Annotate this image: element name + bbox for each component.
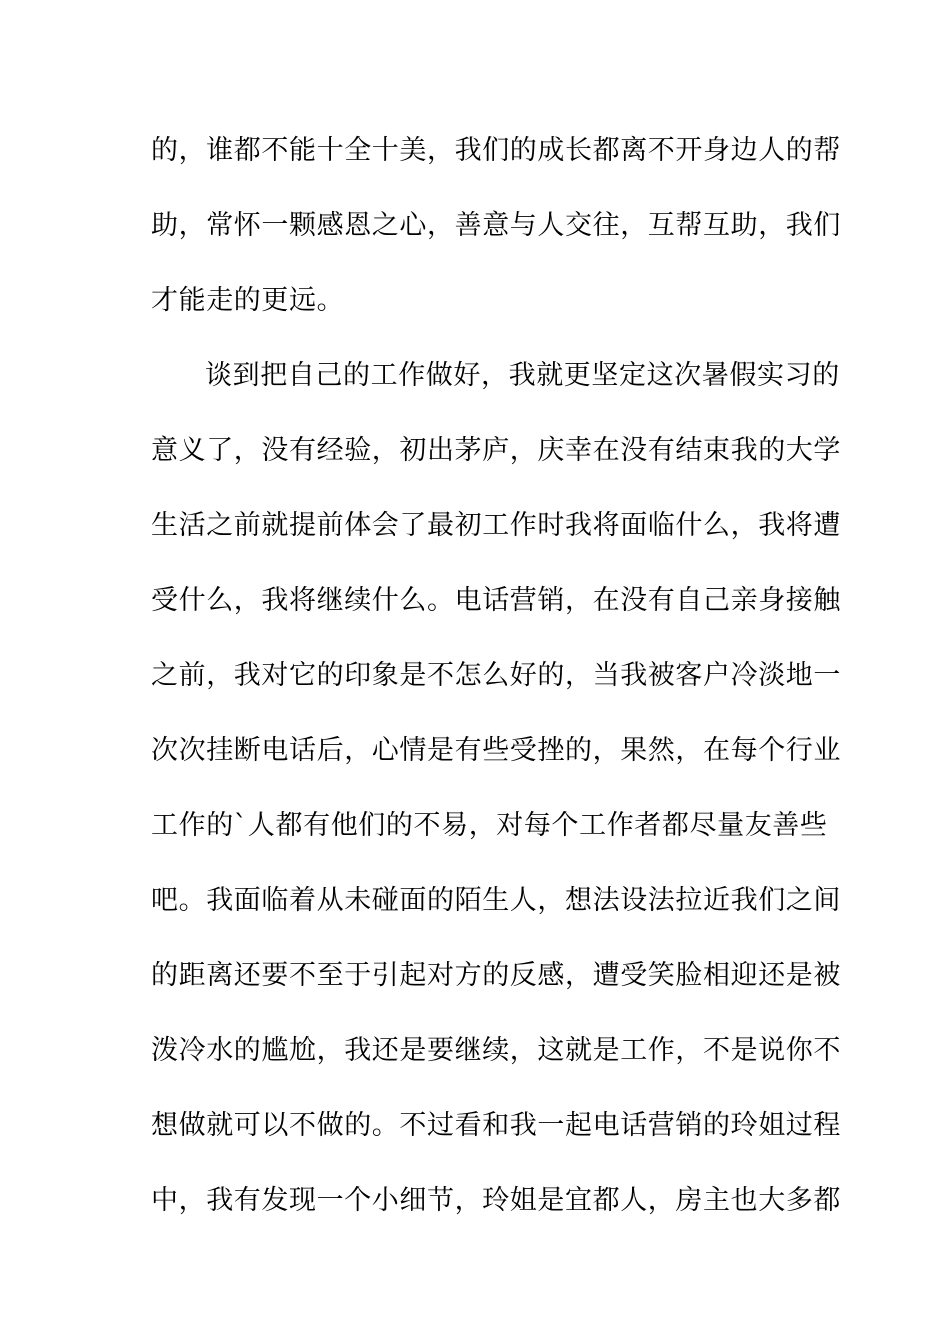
text-line-7: 受什么，我将继续什么。电话营销，在没有自己亲身接触 <box>151 585 841 616</box>
text-line-6: 生活之前就提前体会了最初工作时我将面临什么，我将遭 <box>151 510 841 541</box>
text-line-8: 之前，我对它的印象是不怎么好的，当我被客户冷淡地一 <box>151 660 841 691</box>
text-line-13: 泼冷水的尴尬，我还是要继续，这就是工作，不是说你不 <box>151 1035 841 1066</box>
text-line-3: 才能走的更远。 <box>151 285 345 316</box>
text-line-15: 中，我有发现一个小细节，玲姐是宜都人，房主也大多都 <box>151 1185 841 1216</box>
text-line-5: 意义了，没有经验，初出茅庐，庆幸在没有结束我的大学 <box>151 435 841 466</box>
text-line-14: 想做就可以不做的。不过看和我一起电话营销的玲姐过程 <box>151 1110 841 1141</box>
text-line-1: 的，谁都不能十全十美，我们的成长都离不开身边人的帮 <box>151 135 841 166</box>
text-line-2: 助，常怀一颗感恩之心，善意与人交往，互帮互助，我们 <box>151 210 841 241</box>
text-line-11: 吧。我面临着从未碰面的陌生人，想法设法拉近我们之间 <box>151 885 841 916</box>
text-line-12: 的距离还要不至于引起对方的反感，遭受笑脸相迎还是被 <box>151 960 841 991</box>
text-line-9: 次次挂断电话后，心情是有些受挫的，果然，在每个行业 <box>151 735 841 766</box>
paragraph-start-line: 谈到把自己的工作做好，我就更坚定这次暑假实习的 <box>205 360 840 391</box>
text-line-10: 工作的`人都有他们的不易，对每个工作者都尽量友善些 <box>151 810 828 841</box>
